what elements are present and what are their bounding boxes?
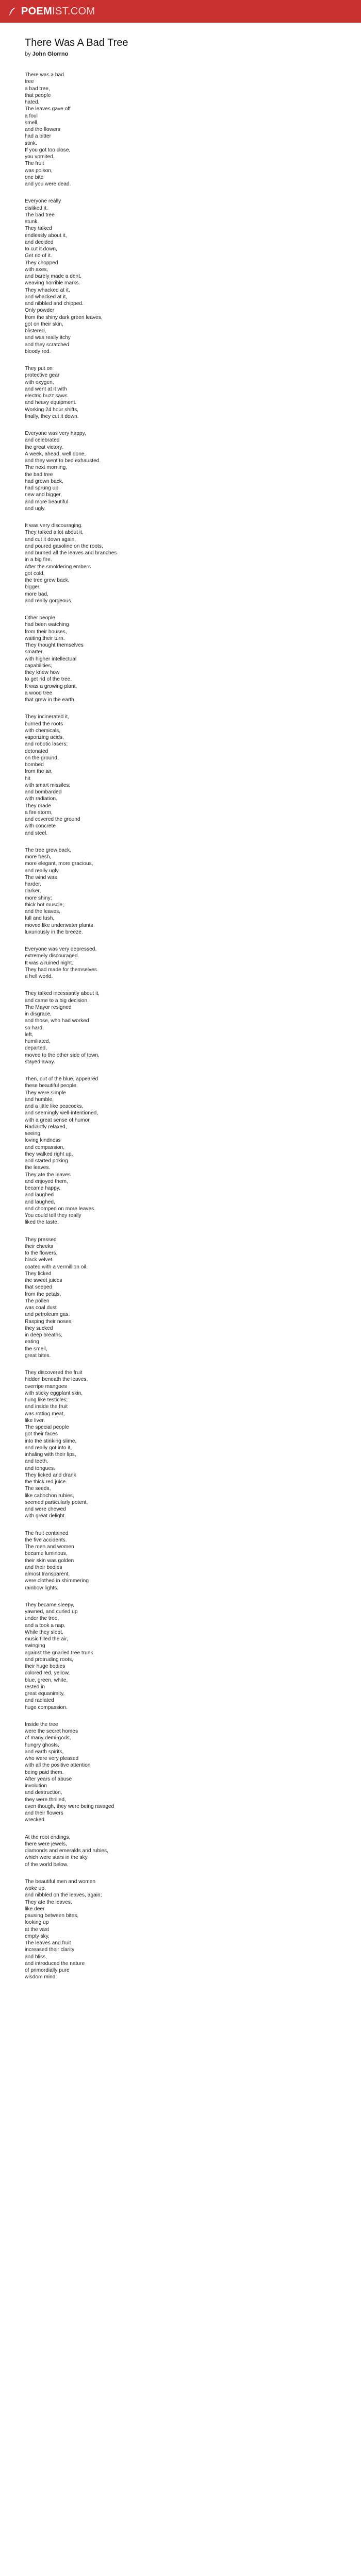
poem-line: with a great sense of humor. [25,1117,91,1123]
poem-line: and really gorgeous. [25,598,73,604]
poem-line: vaporizing acids, [25,735,64,740]
poem-line: The next morning, [25,465,68,471]
poem-line: They became sleepy, [25,1602,75,1608]
poem-line: There was a bad [25,72,64,78]
stanza [25,615,336,703]
poem-line: wrecked. [25,1817,46,1823]
poem-line: a hell world. [25,974,53,979]
poem-line: protective gear [25,372,60,379]
poem-line: The beautiful men and women [25,1878,96,1885]
poem-line: and petroleum gas. [25,1312,70,1318]
poem-line: and whacked at it, [25,294,68,300]
poem-line: hit [25,775,30,782]
poem-line: seeing [25,1131,41,1137]
poem-line: and steel. [25,830,48,836]
poem-line: bigger, [25,584,41,590]
poem-line: endlessly about it, [25,232,67,239]
poem-line: eating [25,1339,39,1345]
poem-line: Radiantly relaxed, [25,1124,67,1130]
poem-line: The fruit [25,161,44,167]
poem-line: against the gnarled tree trunk [25,1650,93,1656]
poem-line: they walked right up, [25,1151,73,1157]
poem-line: capabilities, [25,663,53,669]
poem-line: left, [25,1031,34,1038]
poem-line: had a bitter [25,133,51,140]
poem-line: with concrete [25,823,56,829]
stanza [25,946,336,980]
poem-line: with radiation. [25,796,57,802]
poem-line: they were thrilled, [25,1797,66,1803]
poem-line: with chemicals, [25,727,61,734]
poem-line: disliked it. [25,205,48,211]
poem-line: involution [25,1783,47,1789]
poem-line: They made [25,803,51,809]
poem-line: stayed away. [25,1059,55,1065]
poem-line: with higher intellectual [25,656,77,662]
poem-line: smell, [25,120,39,126]
poem-line: Only powder [25,308,55,314]
poem-line: They licked [25,1270,52,1277]
poem-line: and humble, [25,1096,54,1103]
poem-line: increased their clarity [25,1947,75,1953]
poem-line: The fruit contained [25,1530,69,1536]
stanza [25,1076,336,1226]
poem-line: to get rid of the tree. [25,676,72,683]
stanza [25,1834,336,1868]
poem-line: burned the roots [25,721,63,727]
poem-line: to cut it down, [25,246,57,252]
poem-line: They whacked at it, [25,287,70,293]
poem-line: were the secret homes [25,1728,78,1734]
poem-line: from the shiny dark green leaves, [25,314,103,320]
poem-line: hungry ghosts, [25,1742,59,1748]
poem-line: with all the positive attention [25,1762,91,1769]
stanza [25,1721,336,1824]
poem-line: and nibbled and chipped. [25,301,84,307]
poem-line: on the ground, [25,755,59,761]
poem-line: Then, out of the blue, appeared [25,1076,99,1082]
poem-line: had grown back, [25,478,63,484]
poem-line: They were simple [25,1090,66,1096]
poem-line: and bombarded [25,789,62,795]
poem-line: Working 24 hour shifts, [25,406,78,413]
poem-line: luxuriously in the breeze. [25,929,83,935]
poem-line: there were jewels, [25,1841,68,1847]
poem-line: almost transparent, [25,1571,70,1577]
poem-line: full and lush, [25,916,55,922]
stanza [25,1369,336,1520]
poem-line: yawned, and curled up [25,1609,78,1615]
stanza [25,430,336,512]
poem-line: The leaves gave off [25,106,71,112]
poem-line: that seeped [25,1284,53,1291]
poem-line: the sweet juices [25,1278,62,1283]
poem-line: hidden beneath the leaves, [25,1377,88,1383]
poem-line: rainbow lights. [25,1585,59,1591]
poem-line: and they scratched [25,342,70,348]
poem-line: their skin was golden [25,1557,74,1564]
poem-line: more fresh, [25,854,52,860]
poem-line: which were stars in the sky [25,1855,88,1861]
poem-line: of many demi-gods, [25,1735,71,1741]
poem-line: You could tell they really [25,1213,81,1218]
logo-feather-icon [8,7,18,16]
poem-line: and really ugly. [25,868,60,874]
poem-line: and protruding roots, [25,1656,74,1663]
poem-line: and poured gasoline on the roots, [25,543,103,549]
poem-line: the five accidents. [25,1537,67,1543]
poem-line: a fire storm, [25,809,53,816]
poem-line: inhaling with their lips, [25,1452,76,1458]
poem-line: stunk. [25,219,39,225]
poem-line: new and bigger, [25,492,62,498]
poem-line: looking up [25,1920,49,1926]
site-header [0,0,361,23]
poem-line: blistered, [25,328,46,334]
poem-line: and laughed, [25,1199,55,1205]
poem-line: and decided [25,239,54,245]
poem-line: departed, [25,1045,47,1052]
poem-line: a bad tree, [25,86,50,92]
poem-line: hated. [25,99,40,105]
poem-line: The tree grew back, [25,847,72,853]
poem-line: and laughed [25,1192,54,1198]
poem-line: weaving horrible marks. [25,280,80,286]
logo-text-suffix: IST.COM [52,5,95,17]
poem-line: were clothed in shimmering [25,1578,89,1584]
poem-line: and teeth, [25,1459,48,1465]
poem-line: great bites. [25,1352,51,1359]
poem-line: coated with a vermillion oil. [25,1264,88,1270]
poem-line: They ate the leaves, [25,1899,72,1905]
poem-line: and were chewed [25,1506,66,1512]
poem-line: bombed [25,762,44,768]
poem-line: and they went to bed exhausted. [25,458,101,464]
poem-line: They chopped [25,260,58,266]
stanza [25,1530,336,1591]
poem-line: the tree grew back, [25,578,70,583]
poem-line: the smell, [25,1346,47,1352]
poem-line: and their flowers [25,1810,63,1816]
poem-line: loving kindness [25,1138,61,1144]
poem-line: and barely made a dent, [25,274,81,279]
poem-line: who were very pleased [25,1756,79,1761]
stanza [25,714,336,837]
poem-line: electric buzz saws [25,393,68,399]
poem-line: Everyone really [25,198,61,205]
poem-line: great equanimity, [25,1691,65,1697]
poem-line: and went at it with [25,386,67,392]
stanza [25,1236,336,1360]
poem-line: The bad tree [25,212,55,218]
poem-line: It was a ruined night. [25,960,74,966]
poem-line: and more beautiful [25,499,69,505]
poem-line: and introduced the nature [25,1960,85,1967]
stanza [25,72,336,188]
poem-line: They talked [25,226,52,232]
poem-line: If you got too close, [25,147,71,153]
poem-line: became happy, [25,1185,60,1191]
poem-line: was coal dust [25,1305,57,1311]
poem-line: and the flowers [25,127,61,132]
stanza [25,1878,336,1981]
poem-line: they knew how [25,670,60,675]
poem-line: The wind was [25,874,57,880]
poem-line: pausing between bites, [25,1913,79,1919]
poem-line: so hard, [25,1025,44,1031]
poem-line: like liver. [25,1417,45,1423]
poem-line: got their faces [25,1431,58,1437]
poem-line: you vomited. [25,154,55,160]
poem-line: got on their skin, [25,321,63,327]
poem-line: being paid them. [25,1769,64,1775]
poem-line: and was really itchy [25,335,71,341]
poem-line: and cut it down again, [25,536,76,543]
poem-line: and really got into it, [25,1445,72,1451]
poem-line: and chomped on more leaves. [25,1206,96,1212]
poem-line: and inside the fruit [25,1404,68,1410]
author-line [25,51,336,57]
poem-line: and came to a big decision. [25,997,89,1004]
poem-line: They talked incessantly about it, [25,991,100,997]
poem-line: and robotic lasers; [25,741,68,748]
poem-line: to the flowers, [25,1250,58,1256]
poem-line: The special people [25,1425,69,1430]
poem-line: While they slept, [25,1629,63,1635]
poem-line: black velvet [25,1257,53,1263]
poem-line: and covered the ground [25,817,80,822]
poem-line: Get rid of it. [25,253,52,259]
stanza [25,847,336,936]
poem-line: like cabochon rubies, [25,1493,74,1499]
logo-text-main: POEM [21,5,53,17]
poem-line: in deep breaths, [25,1332,63,1338]
poem-line: and enjoyed them, [25,1178,68,1184]
poem-line: and destruction, [25,1790,62,1796]
poem-line: Other people [25,615,55,621]
poem-line: and ugly. [25,505,46,512]
poem-line: hung like testicles; [25,1397,68,1403]
poem-line: at the vast [25,1926,50,1933]
poem-line: and celebrated [25,437,60,444]
poem-line: waiting their turn. [25,635,65,641]
author-prefix: by [25,51,31,57]
poem-line: and you were dead. [25,181,71,187]
poem-line: bloody red. [25,348,51,354]
poem-line: tree [25,79,34,85]
poem-line: stink. [25,140,37,146]
poem-line: thick hot muscle; [25,902,64,908]
poem-line: empty sky. [25,1933,50,1939]
poem-line: humiliated, [25,1039,51,1044]
poem-line: the bad tree [25,471,53,478]
poem-line: these beautiful people. [25,1083,78,1089]
poem-line: their cheeks [25,1243,53,1249]
poem-line: huge compassion. [25,1704,68,1710]
poem-line: that people [25,92,51,98]
poem-line: like deer [25,1906,45,1912]
poem-line: They talked a lot about it, [25,530,84,536]
site-logo[interactable] [8,6,95,18]
poem-line: in disgrace, [25,1011,52,1017]
poem-line: extremely discouraged. [25,953,79,959]
stanza [25,365,336,420]
poem-line: Inside the tree [25,1721,58,1727]
author-link[interactable]: John Glorrno [32,51,69,57]
poem-line: and their bodies [25,1564,62,1570]
poem-line: swinging [25,1643,45,1649]
poem-line: darker, [25,888,41,894]
poem-line: their huge bodies [25,1664,65,1669]
poem-line: more bad, [25,591,48,597]
poem-line: from the air, [25,769,53,775]
poem-line: with smart missiles; [25,782,71,788]
poem-line: of the world below. [25,1861,69,1868]
poem-line: liked the taste. [25,1219,59,1226]
poem-line: and seemingly well-intentioned, [25,1110,99,1116]
poem-line: woke up, [25,1886,46,1891]
poem-line: of primordially pure [25,1968,70,1973]
poem-line: and heavy equipment. [25,400,77,406]
poem-line: finally, they cut it down. [25,413,79,419]
poem-line: At the root endings, [25,1834,71,1840]
poem-line: Everyone was very depressed, [25,946,97,952]
stanza [25,990,336,1065]
poem-line: had been watching [25,622,69,628]
poem-line: harder, [25,882,41,887]
poem-line: was poison, [25,167,53,174]
poem-line: colored red, yellow, [25,1670,70,1676]
poem-line: with axes, [25,266,48,273]
poem-line: was rotting meat, [25,1411,65,1417]
poem-line: They thought themselves [25,642,84,648]
poem-line: they sucked [25,1325,53,1331]
poem-line: and a took a nap. [25,1622,65,1629]
poem-line: blue, green, white, [25,1677,68,1683]
poem-content [0,23,361,2576]
poem-line: and nibbled on the leaves, again; [25,1892,102,1899]
poem-line: The Mayor resigned [25,1004,72,1010]
poem-line: music filled the air, [25,1636,68,1642]
poem-line: with great delight. [25,1513,66,1519]
poem-line: rested in [25,1684,45,1690]
poem-line: more elegant, more gracious, [25,861,93,867]
poem-line: A week, ahead, well done, [25,451,86,457]
poem-line: After the smoldering embers [25,564,91,570]
poem-line: The men and women [25,1544,74,1550]
poem-line: one bite [25,174,44,180]
poem-line: Everyone was very happy, [25,431,86,436]
poem-line: and burned all the leaves and branches [25,550,117,556]
poem-line: into the stinking slime, [25,1438,77,1444]
stanza [25,198,336,355]
poem-line: more shiny; [25,895,52,901]
poem-line: moved to the other side of town, [25,1052,100,1058]
poem-line: from the petals. [25,1291,61,1297]
poem-line: became luminous, [25,1551,68,1557]
poem-line: in a big fire. [25,557,52,563]
poem-line: They ate the leaves [25,1172,71,1178]
poem-line: and bliss, [25,1954,47,1960]
poem-line: overripe mangoes [25,1383,67,1389]
poem-line: It was a growing plant, [25,683,77,689]
poem-line: with oxygen, [25,379,54,385]
poem-line: a foul [25,113,38,119]
poem-line: had sprung up [25,485,59,491]
poem-line: They licked and drank [25,1472,76,1478]
poem-line: and compassion, [25,1144,65,1150]
poem-line: the great victory. [25,444,63,450]
poem-line: with sticky eggplant skin, [25,1390,83,1396]
poem-line: Rasping their noses, [25,1318,73,1325]
poem-line: They pressed [25,1236,57,1243]
poem-line: from their houses, [25,629,67,635]
poem-line: The seeds, [25,1486,51,1492]
stanza [25,522,336,604]
poem-line: seemed particularly potent, [25,1499,88,1505]
poem-line: They incinerated it, [25,714,70,720]
poem-line: detonated [25,748,48,754]
poem-line: the leaves. [25,1165,51,1171]
poem-line: even though, they were being ravaged [25,1803,114,1809]
poem-line: the thick red juice. [25,1479,68,1485]
poem-line: and a little like peacocks, [25,1104,84,1109]
poem-line: After years of abuse [25,1776,72,1782]
poem-line: It was very discouraging. [25,523,83,529]
stanza [25,1602,336,1711]
poem-line: and those, who had worked [25,1018,89,1024]
poem-line: They discovered the fruit [25,1370,83,1376]
poem-line: that grew in the earth. [25,697,76,703]
poem-line: The pollen [25,1298,50,1304]
poem-line: under the tree, [25,1616,59,1622]
poem-line: and started poking [25,1158,68,1164]
poem-line: and earth spirits, [25,1749,64,1755]
poem-line: The leaves and fruit [25,1940,71,1946]
poem-line: a wood tree [25,690,53,696]
poem-line: wisdom mind. [25,1974,57,1980]
poem-line: got cold, [25,570,45,577]
poem-line: diamonds and emeralds and rubies, [25,1848,108,1854]
poem-line: and radiated [25,1698,54,1704]
poem-line: moved like underwater plants [25,922,93,928]
poem-body [25,72,336,1981]
poem-line: They had made for themselves [25,967,97,973]
poem-line: and the leaves, [25,909,61,914]
poem-line: They put on [25,366,53,371]
poem-title: There Was A Bad Tree [25,37,128,48]
poem-line: smarter, [25,649,44,655]
poem-line: and tongues. [25,1465,55,1471]
